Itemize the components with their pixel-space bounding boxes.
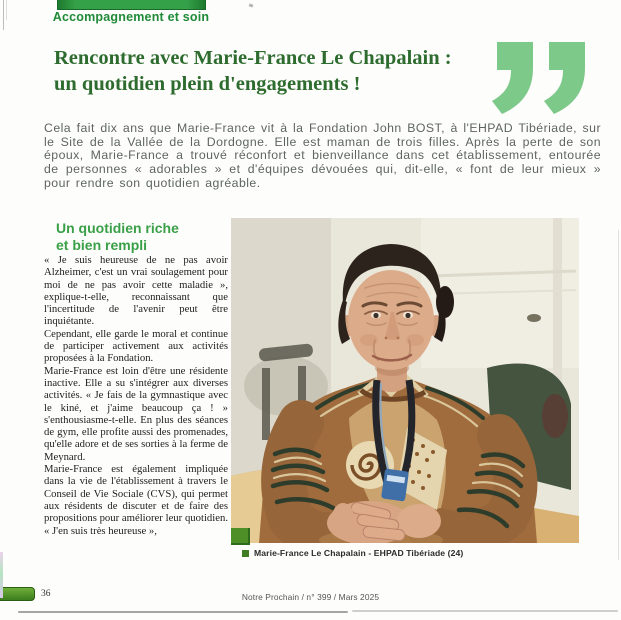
scan-edge-line bbox=[6, 0, 7, 20]
journal-issue-line: Notre Prochain / n° 399 / Mars 2025 bbox=[241, 592, 380, 602]
scan-edge-line bbox=[3, 0, 4, 30]
column-heading-line1: Un quotidien riche bbox=[56, 220, 179, 236]
caption-bullet-icon bbox=[242, 550, 249, 557]
paragraph-3: Marie-France est loin d'être une résidente inactive. Elle a su s'intégrer aux diverses activités. « Je fais de la gymnastique avec le kiné, et j'aime beaucoup ça ! » s'enthousiasme-t-elle. En plus des séances de gym, elle profite aussi des promenades, qu'elle adore et de ses sorties à la ferme de Meynard. bbox=[44, 364, 228, 463]
column-heading bbox=[56, 220, 231, 253]
article-title-line1: Rencontre avec Marie-France Le Chapalain : bbox=[54, 47, 452, 69]
portrait-photo bbox=[231, 218, 579, 543]
photo-caption bbox=[242, 548, 463, 558]
section-tag-label: Accompagnement et soin bbox=[52, 10, 210, 24]
column-heading-line2: et bien rempli bbox=[56, 236, 148, 253]
article-title bbox=[54, 45, 494, 97]
paragraph-1: « Je suis heureuse de ne pas avoir Alzheimer, c'est un vrai soulagement pour moi de ne pas avoir cette maladie », explique-t-elle, reconnaissant que l'incertitude de l'avenir peut être inquiétante. bbox=[44, 254, 228, 328]
scan-bottom-shadow bbox=[18, 611, 348, 613]
scan-color-strip bbox=[0, 552, 3, 598]
page-number: 36 bbox=[41, 589, 51, 599]
quote-marks-icon bbox=[487, 40, 587, 125]
scan-bottom-shadow bbox=[352, 610, 618, 612]
scan-speck bbox=[249, 3, 254, 7]
section-tag-bar bbox=[57, 0, 206, 10]
paragraph-2: Cependant, elle garde le moral et continue de participer activement aux activités proposées à la Fondation. bbox=[44, 327, 228, 365]
scan-edge-line bbox=[618, 230, 619, 560]
column-body bbox=[44, 254, 228, 537]
article-title-line2: un quotidien plein d'engagements ! bbox=[54, 73, 361, 95]
photo-corner-square bbox=[231, 528, 250, 545]
paragraph-4: Marie-France est également impliquée dans la vie de l'établissement à travers le Conseil de Vie Sociale (CVS), qui permet aux résidents de discuter et de faire des propositions pour améliorer leur quotidien. « J'en suis très heureuse », bbox=[44, 463, 228, 537]
photo-caption-text: Marie-France Le Chapalain - EHPAD Tibériade (24) bbox=[254, 548, 464, 558]
intro-paragraph: Cela fait dix ans que Marie-France vit à la Fondation John BOST, à l'EHPAD Tibériade, sur le Site de la Vallée de la Dordogne. Elle est maman de trois filles. Après la perte de son époux, Marie-France a trouvé réconfort et bienveillance dans cet établissement, entourée de personnes « adorables » et d'équipes dévouées qui, dit-elle, « font de leur mieux » pour rendre son quotidien agréable. bbox=[44, 121, 601, 190]
